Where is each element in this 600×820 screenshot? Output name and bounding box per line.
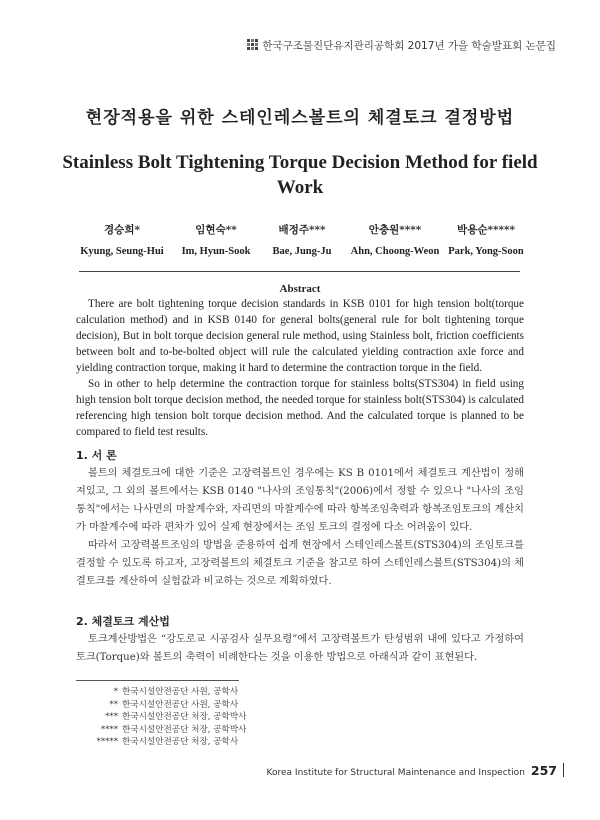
body-paragraph: 따라서 고장력볼트조임의 방법을 준용하여 쉽게 현장에서 스테인레스볼트(STS304)의 조임토크를 결정할 수 있도록 하고자, 고장력볼트의 체결토크 기준을 참고로 하여 스테인레스볼트(STS304)의 체결토크를 계산하여 실험값과 비교하는 것으로 계획하였다. — [76, 540, 524, 587]
footnote-mark: ** — [109, 699, 118, 710]
abstract-paragraph: So in other to help determine the contraction torque for stainless bolts(STS304) in field using high tension bolt torque decision method, the needed torque for stainless bolt(STS304) is calculated referencing high tension bolt torque decision method. And the calculated torque is planned to be compared to field test results. — [76, 378, 524, 438]
abstract-heading: Abstract — [279, 283, 321, 295]
author-name-ko: 임현숙** — [195, 224, 237, 236]
title-korean: 현장적용을 위한 스테인레스볼트의 체결토크 결정방법 — [85, 108, 515, 128]
author-affiliations — [76, 686, 246, 749]
footnote — [76, 686, 246, 699]
society-logo-icon — [247, 39, 258, 50]
page-number: 257 — [530, 763, 557, 778]
footer-divider — [563, 763, 564, 777]
body-paragraph: 토크계산방법은 “강도로교 시공검사 실무요령”에서 고장력볼트가 탄성범위 내에 있다고 가정하여 토크(Torque)와 볼트의 축력이 비례한다는 것을 이용한 방법으로 아래식과 같이 표현된다. — [76, 634, 524, 663]
author-name-en: Ahn, Choong-Weon — [350, 246, 440, 257]
footnote-text: 한국시설안전공단 사원, 공학사 — [122, 699, 239, 710]
footnote-mark: * — [113, 687, 118, 697]
author-name-en: Park, Yong-Soon — [448, 246, 524, 257]
abstract-body — [76, 296, 524, 440]
footnote-mark: *** — [105, 712, 118, 722]
footnote — [76, 724, 246, 737]
section-1-body — [76, 465, 524, 591]
footnote-text: 한국시설안전공단 사원, 공학사 — [122, 687, 239, 697]
section-2-heading: 2. 체결토크 계산법 — [76, 615, 170, 628]
author-name-en: Bae, Jung-Ju — [272, 246, 332, 257]
author-divider — [79, 271, 520, 272]
page-footer — [267, 763, 564, 778]
journal-header — [247, 38, 556, 53]
journal-name: 한국구조물진단유지관리공학회 2017년 가을 학술발표회 논문집 — [262, 40, 556, 52]
publisher-name: Korea Institute for Structural Maintenance and Inspection — [266, 768, 525, 778]
body-paragraph: 볼트의 체결토크에 대한 기준은 고장력볼트인 경우에는 KS B 0101에서 체결토크 계산법이 정해져있고, 그 외의 볼트에서는 KSB 0140 "나사의 조임통칙"(2006)에서 정할 수 있으나 "나사의 조임통칙"에서는 나사면의 마찰계수와, 자리면의 마찰계수에 따라 항복조임축력과 항복조임토크의 계산치가 마찰계수에 따라 편차가 있어 실제 현장에서는 조임 토크의 결정에 다소 어려움이 있다. — [76, 468, 524, 533]
section-2-body — [76, 631, 524, 667]
author-1 — [74, 222, 170, 257]
footnote — [76, 699, 246, 712]
author-2 — [174, 222, 258, 257]
author-name-ko: 경승희* — [104, 224, 140, 236]
author-5 — [436, 222, 536, 257]
title-english: Stainless Bolt Tightening Torque Decision Method for field Work — [62, 152, 538, 198]
author-name-ko: 안충원**** — [368, 224, 422, 236]
footnote — [76, 711, 246, 724]
footnote-divider — [76, 680, 239, 681]
author-4 — [344, 222, 446, 257]
abstract-paragraph: There are bolt tightening torque decision standards in KSB 0101 for high tension bolt(torque calculation method) and in KSB 0140 for general bolts(general rule for bolt tightening torque decision), But in bolt torque decision general rule method, using Stainless bolt, friction coefficients between bolt and to-be-bolted object will rule the calculated yielding contraction axle force and yielding contraction torque, making it hard to determine the contraction torque in the field. — [76, 298, 524, 374]
author-3 — [260, 222, 344, 257]
author-name-en: Kyung, Seung-Hui — [80, 246, 164, 257]
footnote-text: 한국시설안전공단 처장, 공학박사 — [122, 712, 247, 722]
footnote-text: 한국시설안전공단 처장, 공학박사 — [122, 724, 247, 735]
footnote-mark: **** — [100, 724, 118, 735]
section-1-heading: 1. 서 론 — [76, 449, 117, 462]
author-name-ko: 박용순***** — [457, 224, 515, 236]
footnote-text: 한국시설안전공단 처장, 공학사 — [122, 737, 239, 747]
author-name-en: Im, Hyun-Sook — [181, 246, 251, 257]
footnote — [76, 736, 246, 749]
footnote-mark: ***** — [96, 737, 118, 747]
author-name-ko: 배정주*** — [278, 224, 326, 236]
